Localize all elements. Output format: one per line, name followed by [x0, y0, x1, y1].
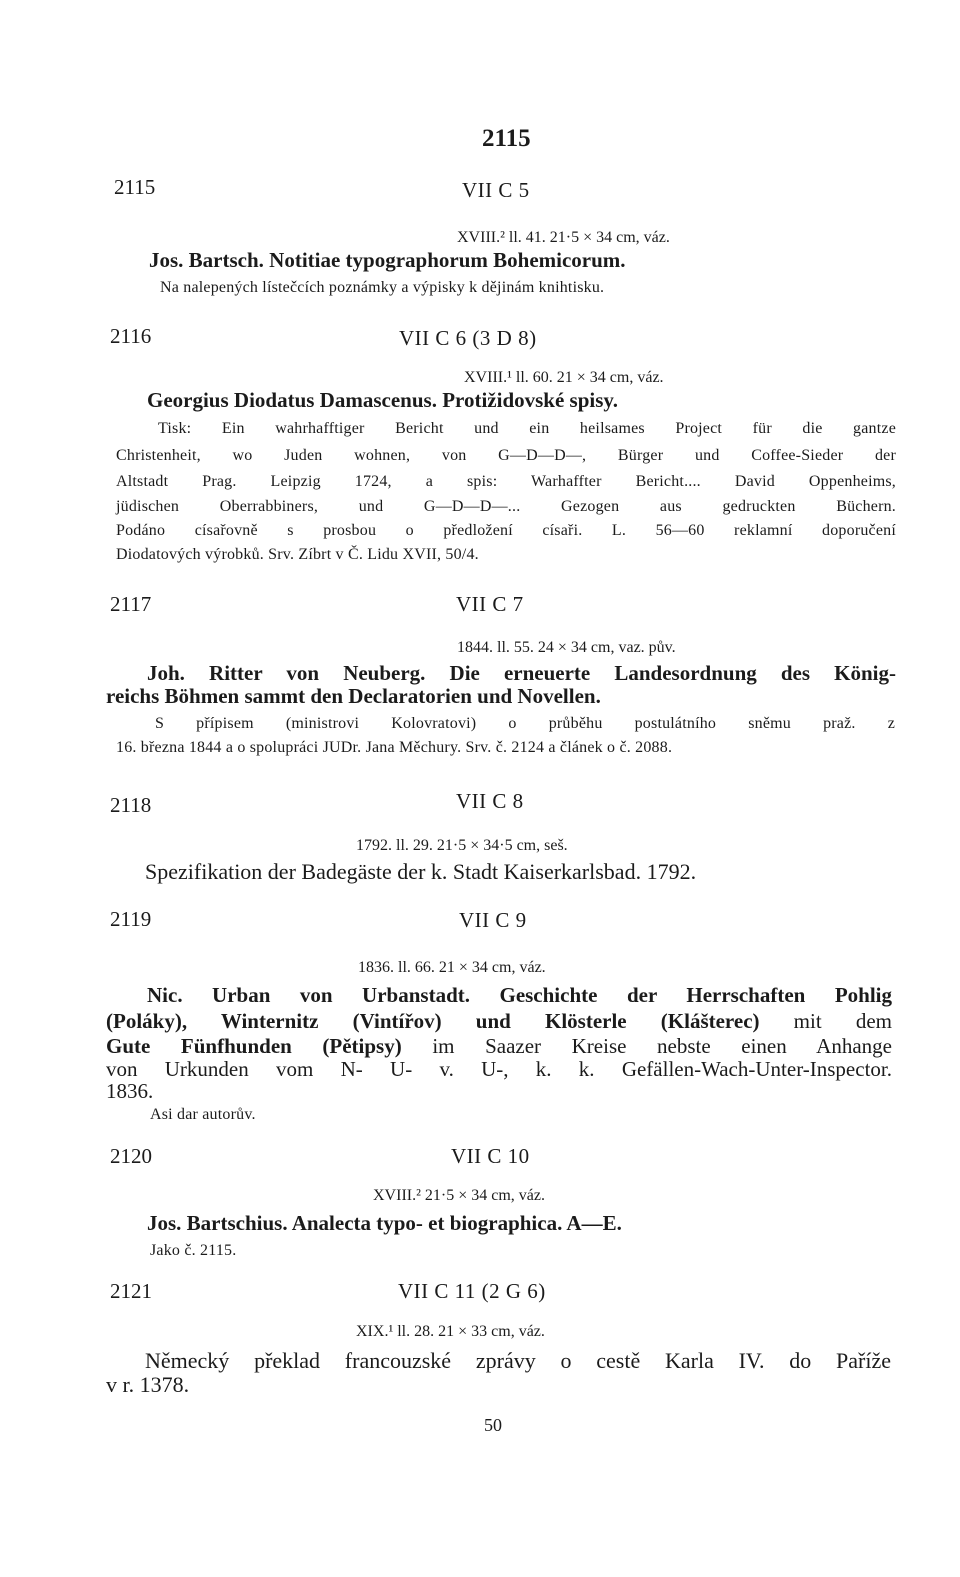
shelf-mark: VII C 8 — [456, 789, 524, 813]
entry-number: 2119 — [110, 907, 152, 931]
entry-title: Spezifikation der Badegäste der k. Stadt Kaiserkarlsbad. 1792. — [145, 859, 697, 884]
entry-note: S přípisem (ministrovi Kolovratovi) o průběhu postulátního sněmu praž. z — [155, 715, 895, 732]
entry-note: Diodatových výrobků. Srv. Zíbrt v Č. Lidu XVII, 50/4. — [116, 546, 479, 563]
entry-title-continuation: Gute Fünfhunden (Pětipsy) im Saazer Kreise nebste einen Anhange — [106, 1034, 892, 1058]
entry-title-continuation: v r. 1378. — [106, 1372, 190, 1397]
page-number: 50 — [484, 1415, 502, 1435]
entry-note: Jako č. 2115. — [150, 1242, 237, 1259]
entry-title: Jos. Bartsch. Notitiae typographorum Bohemicorum. — [149, 248, 626, 272]
entry-number: 2117 — [110, 592, 152, 616]
physical-description: 1792. ll. 29. 21·5 × 34·5 cm, seš. — [356, 837, 568, 854]
physical-description: 1844. ll. 55. 24 × 34 cm, vaz. pův. — [457, 639, 676, 656]
shelf-mark: VII C 11 (2 G 6) — [398, 1279, 546, 1303]
entry-number: 2115 — [114, 175, 156, 199]
entry-title: Joh. Ritter von Neuberg. Die erneuerte Landesordnung des König- — [147, 661, 896, 685]
shelf-mark: VII C 10 — [451, 1144, 530, 1168]
entry-number: 2116 — [110, 324, 152, 348]
physical-description: XVIII.² ll. 41. 21·5 × 34 cm, váz. — [457, 229, 670, 246]
entry-title-continuation: 1836. — [106, 1079, 154, 1103]
entry-note: jüdischen Oberrabbiners, und G—D—D—... Gezogen aus gedruckten Büchern. — [116, 498, 896, 515]
entry-title: Jos. Bartschius. Analecta typo- et biographica. A—E. — [147, 1211, 622, 1235]
entry-title: Německý překlad francouzské zprávy o cestě Karla IV. do Paříže — [145, 1348, 891, 1373]
physical-description: XVIII.¹ ll. 60. 21 × 34 cm, váz. — [464, 369, 664, 386]
entry-note: Podáno císařovně s prosbou o předložení císaři. L. 56—60 reklamní doporučení — [116, 522, 896, 539]
entry-number: 2121 — [110, 1279, 152, 1303]
entry-number: 2120 — [110, 1144, 152, 1168]
entry-note: Tisk: Ein wahrhafftiger Bericht und ein heilsames Project für die gantze — [158, 420, 896, 437]
entry-note: Christenheit, wo Juden wohnen, von G—D—D—, Bürger und Coffee-Sieder der — [116, 447, 896, 464]
physical-description: XIX.¹ ll. 28. 21 × 33 cm, váz. — [356, 1323, 545, 1340]
entry-title: Nic. Urban von Urbanstadt. Geschichte der Herrschaften Pohlig — [147, 983, 892, 1007]
entry-title-continuation: reichs Böhmen sammt den Declaratorien und Novellen. — [106, 684, 601, 708]
physical-description: XVIII.² 21·5 × 34 cm, váz. — [373, 1187, 545, 1204]
entry-title: Georgius Diodatus Damascenus. Protižidovské spisy. — [147, 388, 618, 412]
entry-title-continuation: von Urkunden vom N- U- v. U-, k. k. Gefällen-Wach-Unter-Inspector. — [106, 1057, 892, 1081]
entry-title-continuation: (Poláky), Winternitz (Vintířov) und Klösterle (Klášterec) mit dem — [106, 1009, 892, 1033]
shelf-mark: VII C 5 — [462, 178, 530, 202]
entry-note: Na nalepených lístečcích poznámky a výpisky k dějinám knihtisku. — [160, 279, 605, 296]
shelf-mark: VII C 6 (3 D 8) — [399, 326, 537, 350]
shelf-mark: VII C 9 — [459, 908, 527, 932]
entry-note: Asi dar autorův. — [150, 1106, 256, 1123]
entry-note: 16. března 1844 a o spolupráci JUDr. Jana Měchury. Srv. č. 2124 a článek o č. 2088. — [116, 739, 673, 756]
page-header-number: 2115 — [482, 125, 531, 152]
entry-number: 2118 — [110, 793, 152, 817]
entry-note: Altstadt Prag. Leipzig 1724, a spis: Warhaffter Bericht.... David Oppenheims, — [116, 473, 896, 490]
physical-description: 1836. ll. 66. 21 × 34 cm, váz. — [358, 959, 546, 976]
shelf-mark: VII C 7 — [456, 592, 524, 616]
